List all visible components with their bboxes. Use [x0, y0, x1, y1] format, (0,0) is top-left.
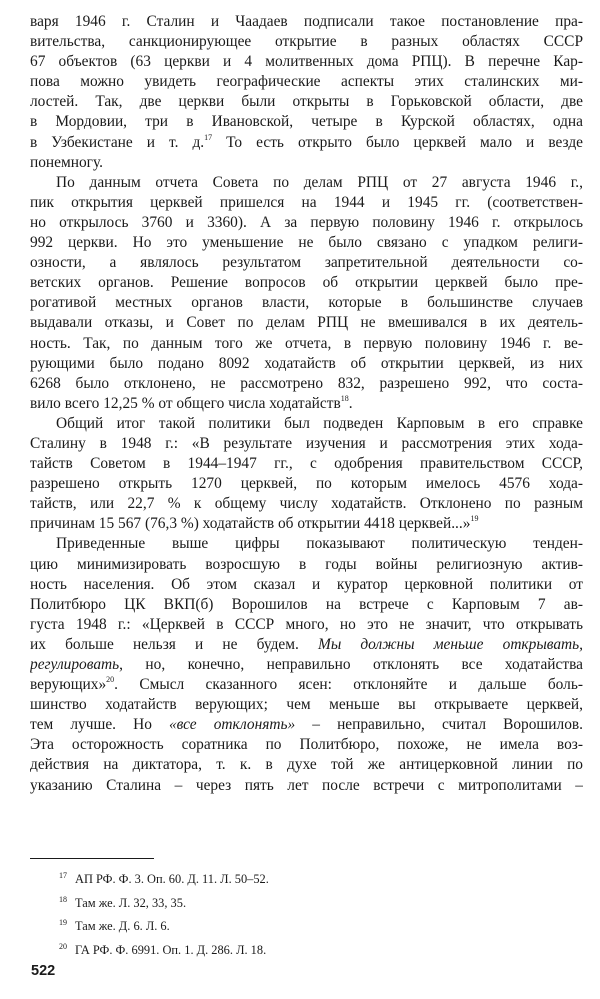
text-span: верующих»: [30, 676, 107, 694]
text-line: действия на диктатора, т. к. в духе той же антицерковной линии по: [30, 756, 583, 774]
text-line: По данным отчета Совета по делам РПЦ от 27 августа 1946 г.,: [56, 173, 583, 191]
text-line: [30, 635, 583, 655]
paragraph-2: [30, 173, 583, 414]
text-line: ность населения. Об этом сказал и куратор церковной политики от: [30, 575, 583, 593]
text-line: но открылось 3760 и 3360). А за первую половину 1946 г. открылось: [30, 213, 583, 231]
page-number: 522: [31, 963, 56, 979]
footnote-text: Там же. Л. 32, 33, 35.: [75, 895, 187, 910]
footnote-item: [59, 913, 459, 937]
text-line: ность. Так, по данным того же отчета, в первую половину 1946 г. ве-: [30, 334, 583, 352]
text-line: [30, 715, 583, 735]
footnote-item: [59, 866, 459, 890]
footnote-ref[interactable]: 17: [204, 132, 213, 142]
text-line: 992 церкви. Но это уменьшение не было связано с упадком религи-: [30, 234, 583, 252]
text-line: Сталину в 1948 г.: «В результате изучения и рассмотрения этих хода-: [30, 434, 583, 452]
footnote-ref[interactable]: 18: [340, 393, 349, 403]
text-line: Общий итог такой политики был подведен Карповым в его справке: [56, 414, 583, 432]
text-line: в Мордовии, три в Ивановской, четыре в Курской областях, одна: [30, 113, 583, 131]
footnote-ref[interactable]: 20: [106, 675, 115, 685]
footnote-item: [59, 890, 459, 914]
footnote-text: АП РФ. Ф. 3. Оп. 60. Д. 11. Л. 50–52.: [75, 872, 269, 886]
text-line: рогативой местных органов власти, которые в большинстве случаев: [30, 294, 583, 312]
text-line: указанию Сталина – через пять лет после встречи с митрополитами –: [30, 776, 583, 794]
italic-span: Мы должны меньше открывать,: [298, 635, 583, 653]
footnote-number: 20: [59, 941, 67, 951]
text-line: пова можно увидеть географические аспекты этих сталинских ми-: [30, 73, 583, 91]
text-line: понемногу.: [30, 153, 103, 171]
text-span: . Смысл сказанного ясен: отклоняйте и дальше боль-: [114, 676, 583, 694]
text-span: .: [348, 394, 353, 412]
text-line: [30, 394, 583, 414]
footnote-number: 19: [59, 918, 67, 928]
text-line: Приведенные выше цифры показывают политическую тенден-: [56, 535, 583, 553]
text-span: их больше нельзя и не будем.: [30, 635, 299, 653]
text-span: , но, конечно, неправильно отклонять все ходатайства: [119, 656, 583, 673]
text-line: лостей. Так, две церкви были открыты в Горьковской области, две: [30, 93, 583, 111]
text-span: в Узбекистане и т. д.: [30, 133, 205, 151]
text-span: причинам 15 567 (76,3 %) ходатайств об открытии 4418 церквей...»: [30, 515, 471, 533]
footnote-divider: [30, 858, 154, 859]
footnote-text: ГА РФ. Ф. 6991. Оп. 1. Д. 286. Л. 18.: [75, 942, 267, 957]
text-line: 67 объектов (63 церкви и 4 молитвенных дома РПЦ). В перечне Кар-: [30, 53, 583, 71]
text-line: [30, 133, 583, 153]
text-line: Эта осторожность соратника по Политбюро, похоже, не имела воз-: [30, 736, 583, 754]
text-span: вило всего 12,25 % от общего числа ходатайств: [30, 394, 341, 412]
text-line: [30, 514, 583, 534]
footnote-number: 17: [59, 871, 67, 880]
text-line: рующими было подано 8092 ходатайств об открытии церквей, из них: [30, 354, 583, 372]
footnote-number: 18: [59, 894, 67, 904]
italic-span: регулировать: [30, 656, 120, 673]
footnote-item: [59, 937, 459, 961]
page-body: [30, 12, 583, 796]
paragraph-4: [30, 534, 583, 795]
text-line: ветских органов. Решение вопросов об открытии церквей было пре-: [30, 274, 583, 292]
text-line: озности, а являлось результатом запретительной деятельности со-: [30, 254, 583, 272]
paragraph-1: [30, 12, 583, 173]
paragraph-3: [30, 414, 583, 535]
text-line: [30, 675, 583, 695]
text-line: тайств, или 22,7 % к общему числу ходатайств. Отклонено по разным: [30, 495, 583, 513]
text-span: То есть открыто было церквей мало и везде: [212, 133, 583, 151]
text-line: густа 1948 г.: «Церквей в СССР много, но это не значит, что открывать: [30, 615, 583, 633]
text-line: цию минимизировать возросшую в годы войны религиозную актив-: [30, 555, 583, 573]
text-line: пик открытия церквей пришелся на 1944 и 1945 гг. (соответствен-: [30, 193, 583, 211]
footnotes: [59, 866, 459, 960]
text-line: [30, 655, 583, 675]
text-span: тем лучше. Но: [30, 716, 169, 734]
text-span: – неправильно, считал Ворошилов.: [295, 716, 583, 734]
text-line: тайств Советом в 1944–1947 гг., с одобрения правительством СССР,: [30, 455, 583, 473]
text-line: разрешено открыть 1270 церквей, по которым имелось 4576 хода-: [30, 475, 583, 493]
text-line: выдавали отказы, и Совет по делам РПЦ не вмешивался в их деятель-: [30, 314, 583, 332]
text-line: 6268 было отклонено, не рассмотрено 832, разрешено 992, что соста-: [30, 374, 583, 392]
text-line: вительства, санкционирующее открытие в разных областях СССР: [30, 33, 583, 51]
footnote-ref[interactable]: 19: [470, 514, 479, 524]
footnote-text: Там же. Д. 6. Л. 6.: [75, 919, 170, 934]
italic-span: «все отклонять»: [168, 716, 296, 734]
text-line: шинство ходатайств верующих; чем меньше вы открываете церквей,: [30, 696, 583, 714]
text-line: Политбюро ЦК ВКП(б) Ворошилов на встрече с Карповым 7 ав-: [30, 595, 583, 613]
text-line: варя 1946 г. Сталин и Чаадаев подписали такое постановление пра-: [30, 13, 583, 30]
